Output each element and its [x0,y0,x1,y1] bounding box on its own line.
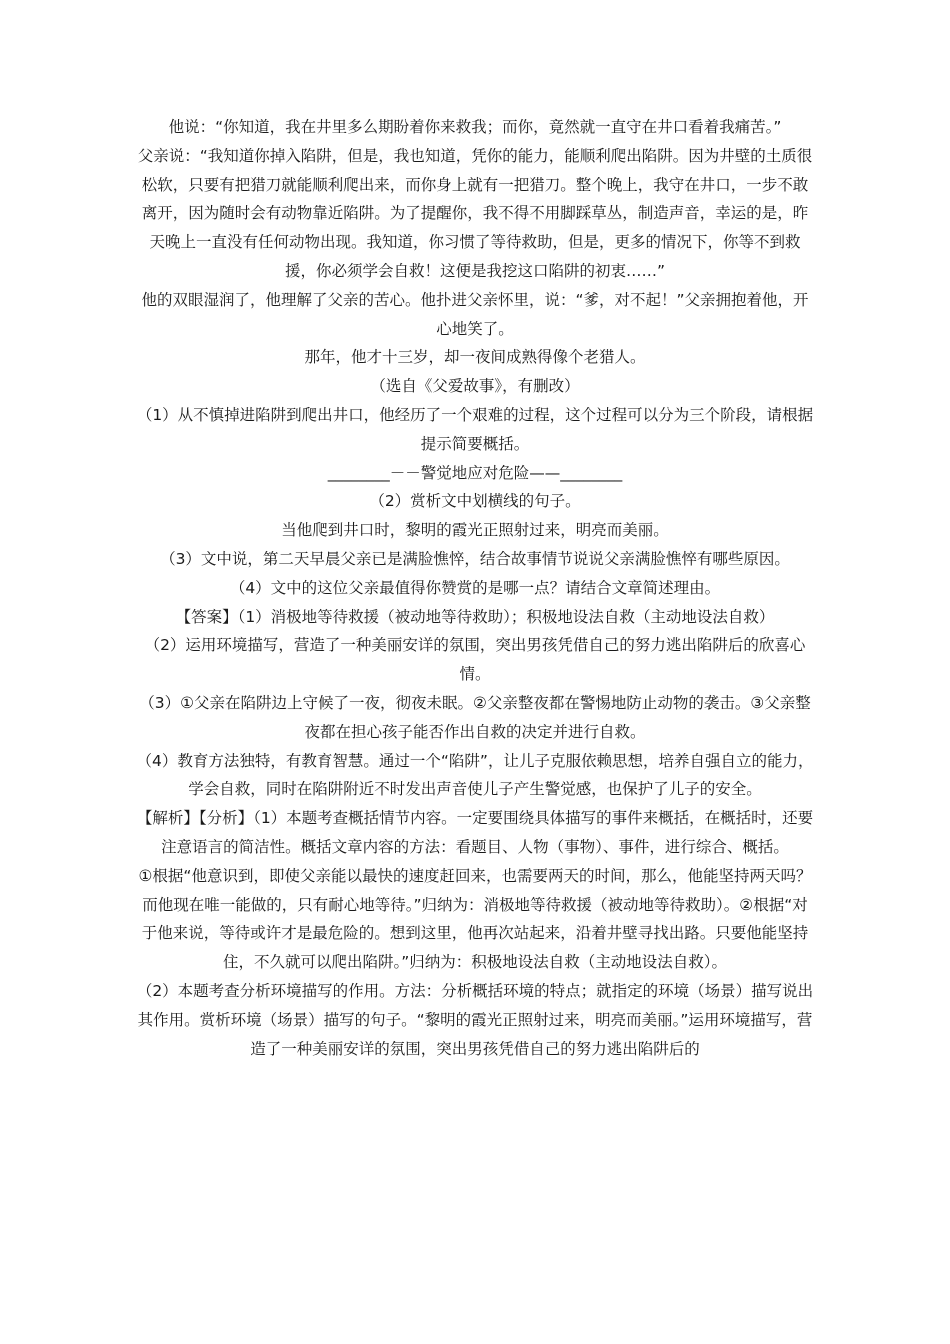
story-reconciliation: 他的双眼湿润了，他理解了父亲的苦心。他扑进父亲怀里，说：“爹，对不起！”父亲拥抱着他，开心地笑了。 [141,290,809,338]
analysis-1: 【解析】【分析】（1）本题考查概括情节内容。一定要围绕具体描写的事件来概括，在概括时，还要注意语言的简洁性。概括文章内容的方法：看题目、人物（事物）、事件，进行综合、概括。 [136,809,814,856]
question-2-sentence: 当他爬到井口时，黎明的霞光正照射过来，明亮而美丽。 [281,521,669,540]
question-1-blanks: ________－－警觉地应对危险——________ [327,463,623,482]
story-dialogue-father: 父亲说：“我知道你掉入陷阱，但是，我也知道，凭你的能力，能顺利爬出陷阱。因为井壁的土质很松软，只要有把猎刀就能顺利爬出来，而你身上就有一把猎刀。整个晚上，我守在井口，一步不敢离开，因为随时会有动物靠近陷阱。为了提醒你，我不得不用脚踩草丛，制造声音，幸运的是，昨天晚上一直没有任何动物出现。我知道，你习惯了等待救助，但是，更多的情况下，你等不到救援，你必须学会自救！这便是我挖这口陷阱的初衷……” [137,146,813,280]
question-1: （1）从不慎掉进陷阱到爬出井口，他经历了一个艰难的过程，这个过程可以分为三个阶段，请根据提示简要概括。 [136,405,814,453]
story-dialogue-son: 他说：“你知道，我在井里多么期盼着你来救我；而你，竟然就一直守在井口看着我痛苦。” [168,118,782,136]
story-source: （选自《父爱故事》，有删改） [370,377,580,396]
analysis-1-detail: ①根据“他意识到，即使父亲能以最快的速度赶回来，也需要两天的时间，那么，他能坚持两天吗？而他现在唯一能做的，只有耐心地等待。”归纳为：消极地等待救援（被动地等待救助）。②根据“对于他来说，等待或许才是最危险的。想到这里，他再次站起来，沿着井壁寻找出路。只要他能坚持住，不久就可以爬出陷阱。”归纳为：积极地设法自救（主动地设法自救）。 [138,866,812,972]
answer-4: （4）教育方法独特，有教育智慧。通过一个“陷阱”，让儿子克服依赖思想，培养自强自立的能力，学会自救，同时在陷阱附近不时发出声音使儿子产生警觉感，也保护了儿子的安全。 [136,751,814,799]
answer-1: 【答案】（1）消极地等待救援（被动地等待救助）；积极地设法自救（主动地设法自救） [175,607,775,626]
answer-2: （2）运用环境描写，营造了一种美丽安详的氛围，突出男孩凭借自己的努力逃出陷阱后的欣喜心情。 [144,636,806,684]
story-ending: 那年，他才十三岁，却一夜间成熟得像个老猎人。 [304,348,646,367]
answer-3: （3）①父亲在陷阱边上守候了一夜，彻夜未眠。②父亲整夜都在警惕地防止动物的袭击。③父亲整夜都在担心孩子能否作出自救的决定并进行自救。 [139,693,811,741]
analysis-2: （2）本题考查分析环境描写的作用。方法：分析概括环境的特点；就指定的环境（场景）描写说出其作用。赏析环境（场景）描写的句子。“黎明的霞光正照射过来，明亮而美丽。”运用环境描写，营造了一种美丽安详的氛围，突出男孩凭借自己的努力逃出陷阱后的 [136,981,814,1058]
question-3: （3）文中说，第二天早晨父亲已是满脸憔悴，结合故事情节说说父亲满脸憔悴有哪些原因。 [160,549,790,568]
question-4: （4）文中的这位父亲最值得你赞赏的是哪一点？请结合文章简述理由。 [229,578,721,597]
question-2: （2）赏析文中划横线的句子。 [369,492,581,511]
document-body [136,113,814,1063]
